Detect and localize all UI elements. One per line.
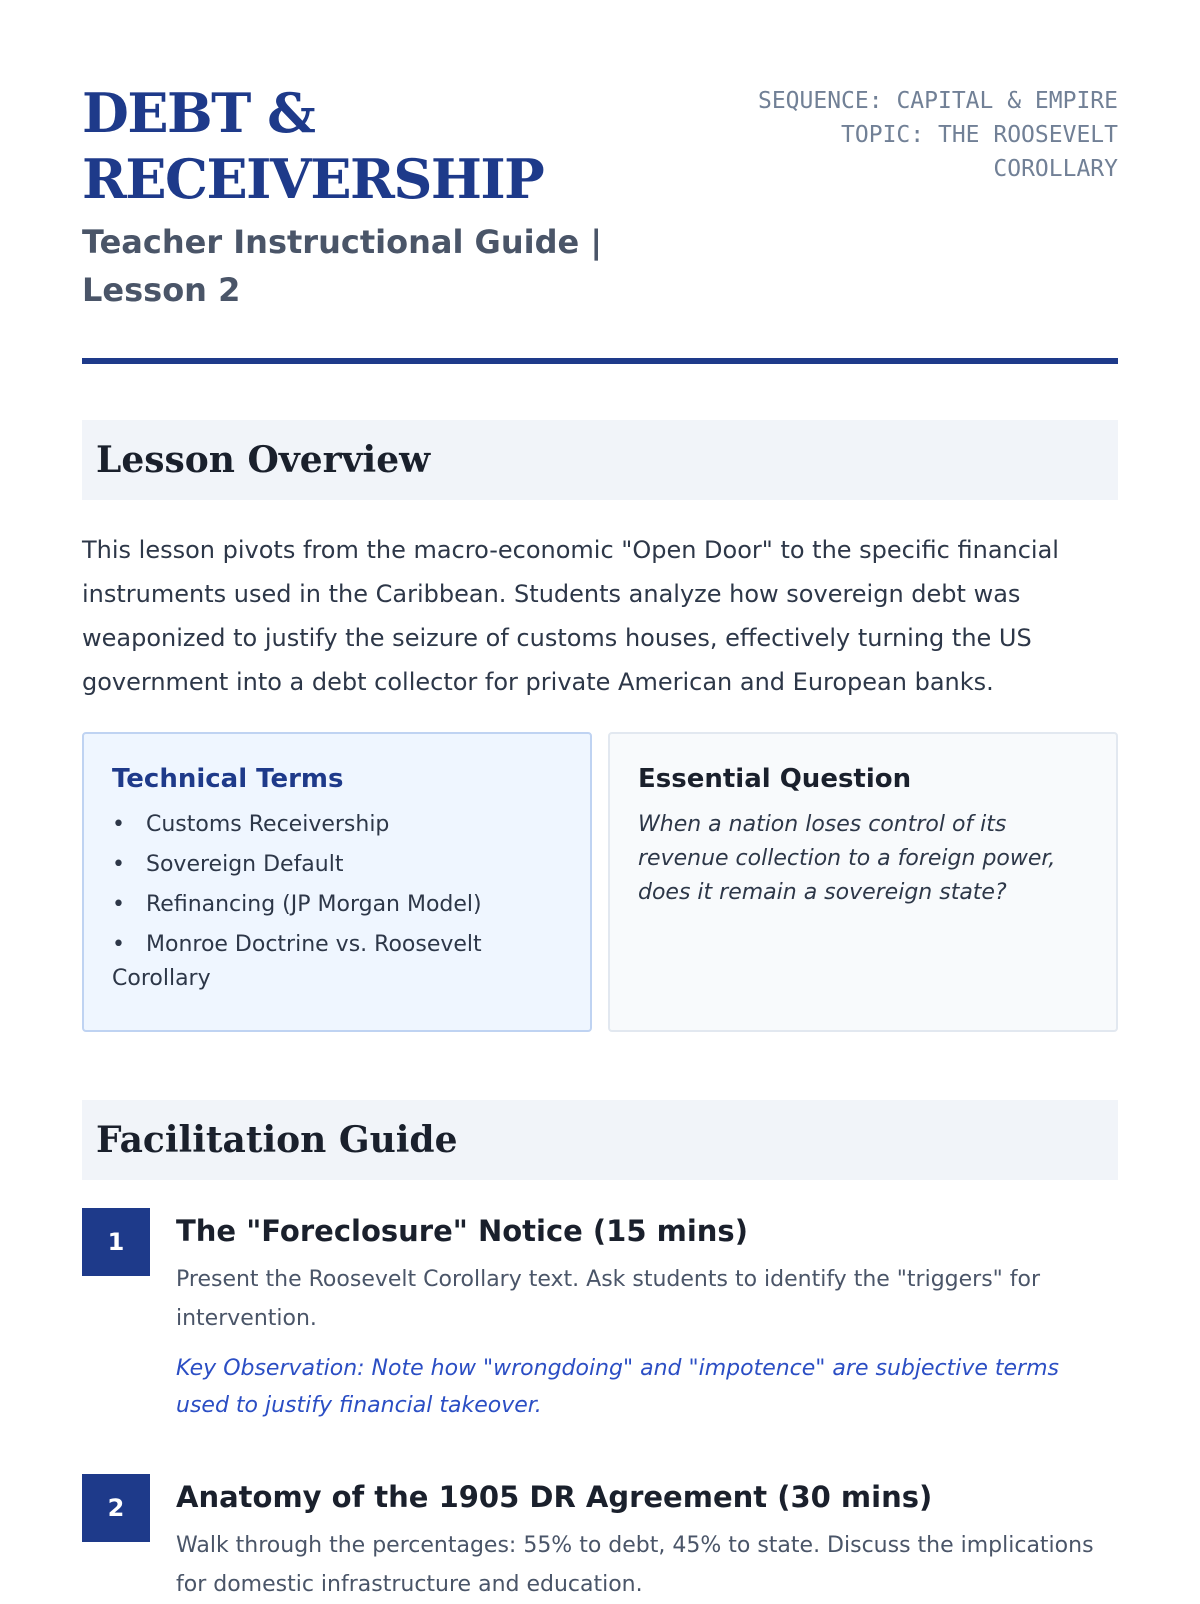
overview-text: This lesson pivots from the macro-economic "Open Door" to the specific financial instruments used in the Caribbean. Students analyze how sovereign debt was weaponized to justify the seizure of customs houses, effectively turning the US government into a debt collector for private American and European banks. (82, 536, 1059, 696)
sequence-meta (720, 80, 1118, 186)
title-block (82, 80, 720, 314)
overview-heading: Lesson Overview (96, 439, 431, 481)
term-label: Customs Receivership (146, 812, 390, 837)
step-title: The "Foreclosure" Notice (15 mins) (176, 1214, 748, 1248)
term-label: Sovereign Default (146, 852, 344, 877)
document-title (82, 80, 720, 212)
step-description: Present the Roosevelt Corollary text. Ask students to identify the "triggers" for intervention. (176, 1267, 1041, 1331)
step-item (82, 1208, 1118, 1424)
list-item (112, 808, 562, 842)
facilitation-heading: Facilitation Guide (96, 1119, 458, 1161)
facilitation-steps (82, 1208, 1118, 1604)
step-key-observation: Key Observation: Note how "wrongdoing" and "impotence" are subjective terms used to justify financial takeover. (176, 1356, 1059, 1418)
bullet-icon: • (112, 932, 125, 957)
step-title: Anatomy of the 1905 DR Agreement (30 mins) (176, 1480, 933, 1514)
title-line-1: DEBT & (82, 81, 315, 145)
title-line-2: RECEIVERSHIP (82, 147, 544, 211)
term-label: Refinancing (JP Morgan Model) (146, 892, 482, 917)
essential-question-card (608, 732, 1118, 1032)
bullet-icon: • (112, 812, 125, 837)
list-item (112, 848, 562, 882)
bullet-icon: • (112, 892, 125, 917)
overview-section-bar (82, 420, 1118, 500)
step-body (176, 1208, 1118, 1424)
step-body (176, 1474, 1118, 1604)
list-item (112, 928, 562, 996)
facilitation-section-bar (82, 1100, 1118, 1180)
document-header (82, 80, 1118, 364)
sequence-label: SEQUENCE: CAPITAL & EMPIRE (757, 88, 1118, 114)
step-number-badge: 2 (82, 1474, 150, 1542)
document-subtitle: Teacher Instructional Guide | Lesson 2 (82, 223, 602, 309)
essential-question-text: When a nation loses control of its revenue collection to a foreign power, does it remain a sovereign state? (638, 812, 1056, 905)
term-label: Monroe Doctrine vs. Roosevelt Corollary (112, 932, 482, 991)
technical-terms-card (82, 732, 592, 1032)
overview-cards (82, 732, 1118, 1032)
topic-label: TOPIC: THE ROOSEVELT COROLLARY (841, 122, 1118, 182)
step-description: Walk through the percentages: 55% to debt, 45% to state. Discuss the implications for domestic infrastructure and education. (176, 1533, 1094, 1597)
technical-terms-list (112, 808, 562, 996)
step-number-badge: 1 (82, 1208, 150, 1276)
bullet-icon: • (112, 852, 125, 877)
list-item (112, 888, 562, 922)
technical-terms-heading: Technical Terms (112, 764, 344, 794)
step-item (82, 1474, 1118, 1604)
essential-question-heading: Essential Question (638, 764, 912, 794)
